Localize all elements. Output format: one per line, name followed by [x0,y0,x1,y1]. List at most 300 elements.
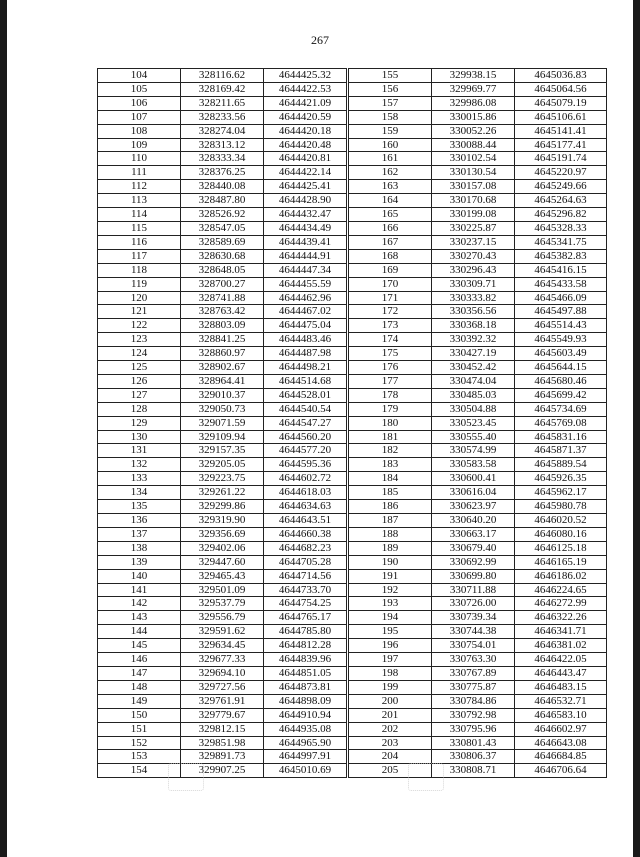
table-row [98,569,347,583]
point-number-cell: 139 [98,555,181,569]
y-coordinate-cell: 4645296.82 [515,208,607,222]
x-coordinate-cell: 330102.54 [432,152,515,166]
table-row [349,416,607,430]
y-coordinate-cell: 4644839.96 [264,653,347,667]
y-coordinate-cell: 4644432.47 [264,208,347,222]
x-coordinate-cell: 330485.03 [432,388,515,402]
point-number-cell: 198 [349,666,432,680]
table-row [98,514,347,528]
y-coordinate-cell: 4645382.83 [515,249,607,263]
table-row [98,722,347,736]
x-coordinate-cell: 328116.62 [181,69,264,83]
table-row [349,430,607,444]
y-coordinate-cell: 4646125.18 [515,541,607,555]
table-row [349,680,607,694]
x-coordinate-cell: 330692.99 [432,555,515,569]
table-row [98,666,347,680]
y-coordinate-cell: 4644528.01 [264,388,347,402]
point-number-cell: 170 [349,277,432,291]
table-row [349,500,607,514]
table-row [349,277,607,291]
y-coordinate-cell: 4645926.35 [515,472,607,486]
table-row [98,430,347,444]
x-coordinate-cell: 330711.88 [432,583,515,597]
y-coordinate-cell: 4645249.66 [515,180,607,194]
x-coordinate-cell: 330600.41 [432,472,515,486]
y-coordinate-cell: 4645064.56 [515,82,607,96]
y-coordinate-cell: 4644634.63 [264,500,347,514]
point-number-cell: 114 [98,208,181,222]
table-row [98,625,347,639]
table-row [349,361,607,375]
x-coordinate-cell: 328648.05 [181,263,264,277]
coordinates-table-right [348,68,607,778]
y-coordinate-cell: 4644498.21 [264,361,347,375]
y-coordinate-cell: 4644420.48 [264,138,347,152]
x-coordinate-cell: 330792.98 [432,708,515,722]
y-coordinate-cell: 4644873.81 [264,680,347,694]
table-row [98,138,347,152]
y-coordinate-cell: 4644643.51 [264,514,347,528]
x-coordinate-cell: 329556.79 [181,611,264,625]
table-row [98,402,347,416]
y-coordinate-cell: 4644540.54 [264,402,347,416]
point-number-cell: 128 [98,402,181,416]
table-row [349,166,607,180]
table-row [98,416,347,430]
x-coordinate-cell: 330623.97 [432,500,515,514]
x-coordinate-cell: 328376.25 [181,166,264,180]
x-coordinate-cell: 330309.71 [432,277,515,291]
y-coordinate-cell: 4644910.94 [264,708,347,722]
y-coordinate-cell: 4645699.42 [515,388,607,402]
y-coordinate-cell: 4644754.25 [264,597,347,611]
table-row [98,500,347,514]
point-number-cell: 195 [349,625,432,639]
point-number-cell: 127 [98,388,181,402]
x-coordinate-cell: 330767.89 [432,666,515,680]
point-number-cell: 115 [98,221,181,235]
y-coordinate-cell: 4644682.23 [264,541,347,555]
y-coordinate-cell: 4645962.17 [515,486,607,500]
point-number-cell: 124 [98,347,181,361]
y-coordinate-cell: 4644422.53 [264,82,347,96]
x-coordinate-cell: 329447.60 [181,555,264,569]
x-coordinate-cell: 328589.69 [181,235,264,249]
point-number-cell: 132 [98,458,181,472]
y-coordinate-cell: 4644785.80 [264,625,347,639]
table-row [98,319,347,333]
point-number-cell: 155 [349,69,432,83]
point-number-cell: 180 [349,416,432,430]
table-row [349,639,607,653]
table-row [349,305,607,319]
y-coordinate-cell: 4646602.97 [515,722,607,736]
y-coordinate-cell: 4645264.63 [515,194,607,208]
point-number-cell: 150 [98,708,181,722]
table-row [98,653,347,667]
y-coordinate-cell: 4645010.69 [264,764,347,778]
table-row [98,180,347,194]
table-row [98,486,347,500]
x-coordinate-cell: 330754.01 [432,639,515,653]
table-row [349,347,607,361]
point-number-cell: 145 [98,639,181,653]
y-coordinate-cell: 4645466.09 [515,291,607,305]
y-coordinate-cell: 4644439.41 [264,235,347,249]
y-coordinate-cell: 4644455.59 [264,277,347,291]
table-row [98,291,347,305]
point-number-cell: 108 [98,124,181,138]
y-coordinate-cell: 4644733.70 [264,583,347,597]
faint-stamp-mark [408,763,444,791]
scan-edge-right [633,0,640,857]
table-row [349,291,607,305]
x-coordinate-cell: 329010.37 [181,388,264,402]
x-coordinate-cell: 328547.05 [181,221,264,235]
x-coordinate-cell: 328741.88 [181,291,264,305]
table-row [349,180,607,194]
y-coordinate-cell: 4644462.96 [264,291,347,305]
table-body [98,69,347,778]
x-coordinate-cell: 329071.59 [181,416,264,430]
x-coordinate-cell: 329761.91 [181,694,264,708]
point-number-cell: 193 [349,597,432,611]
x-coordinate-cell: 330130.54 [432,166,515,180]
y-coordinate-cell: 4644422.14 [264,166,347,180]
point-number-cell: 167 [349,235,432,249]
y-coordinate-cell: 4644425.32 [264,69,347,83]
table-row [98,639,347,653]
point-number-cell: 164 [349,194,432,208]
point-number-cell: 136 [98,514,181,528]
y-coordinate-cell: 4644560.20 [264,430,347,444]
table-row [98,388,347,402]
point-number-cell: 175 [349,347,432,361]
y-coordinate-cell: 4645220.97 [515,166,607,180]
x-coordinate-cell: 330784.86 [432,694,515,708]
x-coordinate-cell: 330699.80 [432,569,515,583]
point-number-cell: 123 [98,333,181,347]
point-number-cell: 156 [349,82,432,96]
table-row [98,527,347,541]
point-number-cell: 131 [98,444,181,458]
y-coordinate-cell: 4646224.65 [515,583,607,597]
table-row [349,708,607,722]
point-number-cell: 158 [349,110,432,124]
y-coordinate-cell: 4645889.54 [515,458,607,472]
x-coordinate-cell: 328803.09 [181,319,264,333]
x-coordinate-cell: 328487.80 [181,194,264,208]
y-coordinate-cell: 4646684.85 [515,750,607,764]
table-row [349,374,607,388]
table-row [349,194,607,208]
x-coordinate-cell: 330744.38 [432,625,515,639]
table-row [98,263,347,277]
table-row [349,221,607,235]
y-coordinate-cell: 4644444.91 [264,249,347,263]
x-coordinate-cell: 328630.68 [181,249,264,263]
point-number-cell: 141 [98,583,181,597]
y-coordinate-cell: 4646643.08 [515,736,607,750]
x-coordinate-cell: 330574.99 [432,444,515,458]
table-row [349,750,607,764]
point-number-cell: 161 [349,152,432,166]
table-row [98,208,347,222]
point-number-cell: 197 [349,653,432,667]
point-number-cell: 172 [349,305,432,319]
table-row [98,124,347,138]
y-coordinate-cell: 4646322.26 [515,611,607,625]
point-number-cell: 140 [98,569,181,583]
x-coordinate-cell: 330356.56 [432,305,515,319]
x-coordinate-cell: 329938.15 [432,69,515,83]
x-coordinate-cell: 330640.20 [432,514,515,528]
table-row [98,472,347,486]
x-coordinate-cell: 330052.26 [432,124,515,138]
y-coordinate-cell: 4644447.34 [264,263,347,277]
x-coordinate-cell: 330368.18 [432,319,515,333]
x-coordinate-cell: 330801.43 [432,736,515,750]
table-row [98,583,347,597]
table-row [98,680,347,694]
y-coordinate-cell: 4644475.04 [264,319,347,333]
y-coordinate-cell: 4644997.91 [264,750,347,764]
point-number-cell: 110 [98,152,181,166]
x-coordinate-cell: 330583.58 [432,458,515,472]
x-coordinate-cell: 328700.27 [181,277,264,291]
table-body [349,69,607,778]
x-coordinate-cell: 330333.82 [432,291,515,305]
table-row [349,402,607,416]
table-row [349,527,607,541]
x-coordinate-cell: 330763.30 [432,653,515,667]
x-coordinate-cell: 329205.05 [181,458,264,472]
table-row [98,82,347,96]
y-coordinate-cell: 4644935.08 [264,722,347,736]
x-coordinate-cell: 328440.08 [181,180,264,194]
table-row [98,736,347,750]
y-coordinate-cell: 4645549.93 [515,333,607,347]
point-number-cell: 187 [349,514,432,528]
x-coordinate-cell: 330726.00 [432,597,515,611]
x-coordinate-cell: 328211.65 [181,96,264,110]
table-row [98,166,347,180]
point-number-cell: 178 [349,388,432,402]
table-row [98,374,347,388]
table-row [349,666,607,680]
coordinates-table-left [97,68,347,778]
point-number-cell: 159 [349,124,432,138]
point-number-cell: 173 [349,319,432,333]
y-coordinate-cell: 4644421.09 [264,96,347,110]
y-coordinate-cell: 4646272.99 [515,597,607,611]
x-coordinate-cell: 330663.17 [432,527,515,541]
x-coordinate-cell: 330015.86 [432,110,515,124]
y-coordinate-cell: 4646080.16 [515,527,607,541]
y-coordinate-cell: 4644898.09 [264,694,347,708]
point-number-cell: 130 [98,430,181,444]
table-row [349,458,607,472]
point-number-cell: 117 [98,249,181,263]
point-number-cell: 202 [349,722,432,736]
x-coordinate-cell: 328902.67 [181,361,264,375]
point-number-cell: 104 [98,69,181,83]
x-coordinate-cell: 329050.73 [181,402,264,416]
table-row [98,96,347,110]
x-coordinate-cell: 329402.06 [181,541,264,555]
point-number-cell: 177 [349,374,432,388]
x-coordinate-cell: 329501.09 [181,583,264,597]
point-number-cell: 181 [349,430,432,444]
x-coordinate-cell: 328526.92 [181,208,264,222]
point-number-cell: 196 [349,639,432,653]
y-coordinate-cell: 4644602.72 [264,472,347,486]
table-row [349,138,607,152]
point-number-cell: 151 [98,722,181,736]
table-row [349,694,607,708]
table-row [349,653,607,667]
x-coordinate-cell: 330523.45 [432,416,515,430]
page-number: 267 [311,33,329,47]
point-number-cell: 165 [349,208,432,222]
point-number-cell: 192 [349,583,432,597]
x-coordinate-cell: 329907.25 [181,764,264,778]
point-number-cell: 169 [349,263,432,277]
table-row [349,597,607,611]
x-coordinate-cell: 329223.75 [181,472,264,486]
x-coordinate-cell: 329891.73 [181,750,264,764]
y-coordinate-cell: 4644660.38 [264,527,347,541]
point-number-cell: 189 [349,541,432,555]
x-coordinate-cell: 330170.68 [432,194,515,208]
point-number-cell: 160 [349,138,432,152]
y-coordinate-cell: 4644595.36 [264,458,347,472]
x-coordinate-cell: 330270.43 [432,249,515,263]
y-coordinate-cell: 4644714.56 [264,569,347,583]
x-coordinate-cell: 330795.96 [432,722,515,736]
y-coordinate-cell: 4645514.43 [515,319,607,333]
point-number-cell: 148 [98,680,181,694]
point-number-cell: 134 [98,486,181,500]
y-coordinate-cell: 4646341.71 [515,625,607,639]
point-number-cell: 174 [349,333,432,347]
x-coordinate-cell: 330199.08 [432,208,515,222]
y-coordinate-cell: 4645433.58 [515,277,607,291]
table-row [349,333,607,347]
point-number-cell: 194 [349,611,432,625]
point-number-cell: 186 [349,500,432,514]
table-row [98,708,347,722]
y-coordinate-cell: 4645769.08 [515,416,607,430]
y-coordinate-cell: 4646583.10 [515,708,607,722]
point-number-cell: 105 [98,82,181,96]
y-coordinate-cell: 4644618.03 [264,486,347,500]
table-row [349,541,607,555]
y-coordinate-cell: 4645980.78 [515,500,607,514]
point-number-cell: 201 [349,708,432,722]
x-coordinate-cell: 329319.90 [181,514,264,528]
x-coordinate-cell: 329261.22 [181,486,264,500]
table-row [349,110,607,124]
scan-edge-left [0,0,7,857]
table-row [98,347,347,361]
x-coordinate-cell: 330296.43 [432,263,515,277]
point-number-cell: 203 [349,736,432,750]
table-row [349,736,607,750]
point-number-cell: 142 [98,597,181,611]
point-number-cell: 183 [349,458,432,472]
x-coordinate-cell: 329986.08 [432,96,515,110]
table-row [349,583,607,597]
point-number-cell: 171 [349,291,432,305]
x-coordinate-cell: 328233.56 [181,110,264,124]
y-coordinate-cell: 4644514.68 [264,374,347,388]
point-number-cell: 146 [98,653,181,667]
point-number-cell: 149 [98,694,181,708]
x-coordinate-cell: 330157.08 [432,180,515,194]
y-coordinate-cell: 4646165.19 [515,555,607,569]
y-coordinate-cell: 4644483.46 [264,333,347,347]
x-coordinate-cell: 330679.40 [432,541,515,555]
point-number-cell: 147 [98,666,181,680]
point-number-cell: 168 [349,249,432,263]
table-row [98,694,347,708]
table-row [349,472,607,486]
table-row [349,263,607,277]
y-coordinate-cell: 4645079.19 [515,96,607,110]
table-row [349,764,607,778]
table-row [349,486,607,500]
x-coordinate-cell: 329465.43 [181,569,264,583]
y-coordinate-cell: 4645680.46 [515,374,607,388]
table-row [349,96,607,110]
y-coordinate-cell: 4644765.17 [264,611,347,625]
point-number-cell: 129 [98,416,181,430]
point-number-cell: 184 [349,472,432,486]
table-row [98,277,347,291]
y-coordinate-cell: 4644705.28 [264,555,347,569]
y-coordinate-cell: 4646186.02 [515,569,607,583]
point-number-cell: 200 [349,694,432,708]
x-coordinate-cell: 329299.86 [181,500,264,514]
x-coordinate-cell: 329537.79 [181,597,264,611]
y-coordinate-cell: 4644420.18 [264,124,347,138]
point-number-cell: 153 [98,750,181,764]
point-number-cell: 121 [98,305,181,319]
point-number-cell: 162 [349,166,432,180]
x-coordinate-cell: 330775.87 [432,680,515,694]
point-number-cell: 176 [349,361,432,375]
x-coordinate-cell: 329969.77 [432,82,515,96]
table-row [98,305,347,319]
x-coordinate-cell: 330616.04 [432,486,515,500]
x-coordinate-cell: 330555.40 [432,430,515,444]
table-row [98,333,347,347]
x-coordinate-cell: 329109.94 [181,430,264,444]
point-number-cell: 143 [98,611,181,625]
x-coordinate-cell: 330427.19 [432,347,515,361]
y-coordinate-cell: 4645106.61 [515,110,607,124]
y-coordinate-cell: 4644487.98 [264,347,347,361]
table-row [349,319,607,333]
point-number-cell: 135 [98,500,181,514]
point-number-cell: 205 [349,764,432,778]
y-coordinate-cell: 4644547.27 [264,416,347,430]
x-coordinate-cell: 330392.32 [432,333,515,347]
point-number-cell: 126 [98,374,181,388]
table-row [98,194,347,208]
